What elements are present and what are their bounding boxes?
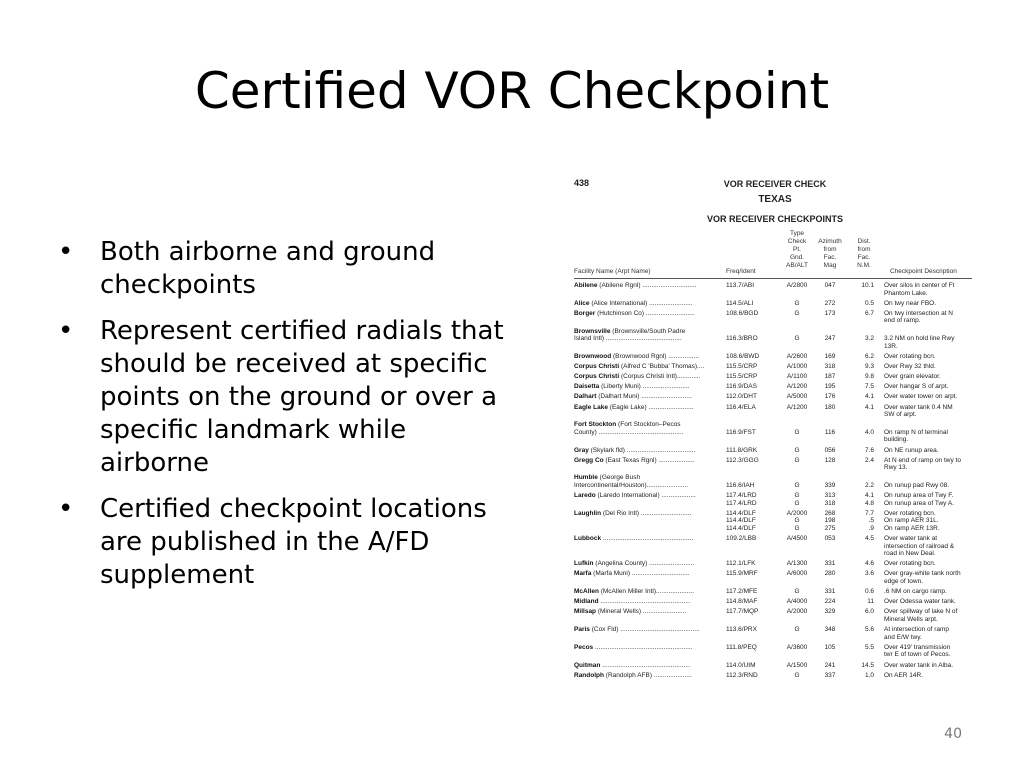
desc-cell: At N end of ramp on twy to (884, 456, 961, 464)
desc-cell: Over Odessa water tank. (884, 598, 956, 606)
desc-cell: 3.2 NM on hold line Rwy (884, 335, 955, 343)
azimuth-cell: 180 (824, 403, 836, 411)
azimuth-cell: 195 (824, 383, 836, 391)
desc-cell: On ramp AER 31L. (884, 517, 939, 525)
table-row (566, 482, 984, 490)
airport-name: .................................................. (601, 535, 694, 542)
airport-name: (Hutchinson Co) ........................... (595, 309, 695, 317)
facility-name: Daisetta (574, 383, 600, 391)
freq-cell: 114.4/DLF (726, 517, 756, 525)
type-cell: A/2000 (786, 509, 808, 517)
dist-cell: 6.2 (864, 352, 874, 360)
facility-name: Pecos (574, 643, 594, 651)
freq-cell: 108.6/BGD (726, 309, 759, 317)
type-cell: A/1200 (786, 383, 808, 391)
airport-name: (George Bush (597, 474, 641, 482)
airport-name: (Cox Fld) ............................................ (589, 626, 700, 634)
table-row (566, 411, 984, 419)
azimuth-cell: 272 (824, 299, 836, 307)
freq-cell: 117.7/MQP (726, 608, 759, 616)
airport-name: (Angelina County) ......................... (593, 560, 695, 568)
azimuth-cell: 247 (824, 335, 836, 343)
desc-cell: SW of arpt. (884, 411, 917, 419)
facility-cell (574, 393, 722, 401)
col-header-type: Type Check Pt. Gnd. AB/ALT (786, 230, 808, 269)
doc-state: TEXAS (758, 194, 792, 205)
col-header-desc: Checkpoint Description (890, 268, 957, 275)
freq-cell: 115.9/MRF (726, 570, 758, 578)
facility-cell (574, 383, 722, 391)
facility-name: Abilene (574, 282, 598, 289)
freq-cell: 113.7/ABI (726, 282, 755, 289)
azimuth-cell: 329 (824, 608, 836, 616)
dist-cell: 7.5 (864, 383, 874, 391)
facility-name: Brownwood (574, 352, 612, 360)
table-row (566, 662, 984, 670)
desc-cell: Over water tank 0.4 NM (884, 403, 953, 411)
dist-cell: 6.7 (864, 309, 874, 317)
desc-cell: On NE runup area. (884, 446, 939, 454)
dist-cell: 4.5 (864, 535, 874, 542)
table-row (566, 290, 984, 298)
table-row (566, 373, 984, 381)
type-cell: G (794, 309, 800, 317)
dist-cell: 5.6 (864, 626, 874, 634)
freq-cell: 112.3/RND (726, 671, 758, 679)
desc-cell: edge of town. (884, 577, 924, 585)
desc-cell: At intersection of ramp (884, 626, 950, 634)
azimuth-cell: 331 (824, 560, 836, 568)
dist-cell: 4.1 (864, 492, 874, 500)
dist-cell: 9.3 (864, 362, 874, 370)
azimuth-cell: 198 (824, 517, 836, 525)
desc-cell: Over water tank in Alba. (884, 661, 954, 669)
type-cell: A/2600 (786, 352, 808, 360)
dist-cell: 2.4 (864, 456, 874, 464)
table-row (566, 393, 984, 401)
dist-cell: 2.2 (864, 481, 874, 489)
type-cell: A/1300 (786, 560, 808, 568)
desc-cell: Over hangar S of arpt. (884, 383, 949, 391)
desc-cell: intersection of railroad & (884, 542, 955, 550)
facility-name: Lufkin (574, 560, 594, 568)
azimuth-cell: 056 (824, 446, 836, 454)
facility-name: Laredo (574, 492, 596, 500)
bullet-dot-icon: • (58, 237, 74, 267)
airport-name: (McAllen Miller Intl)..................... (598, 588, 694, 596)
table-row (566, 550, 984, 558)
table-row (566, 383, 984, 391)
freq-cell: 112.3/GGG (726, 456, 759, 464)
facility-name: Humble (574, 474, 598, 482)
desc-cell: Rwy 13. (884, 464, 908, 472)
desc-cell: road in New Deal. (884, 550, 936, 558)
type-cell: G (794, 492, 800, 500)
dist-cell: 0.5 (864, 299, 874, 307)
airport-name: (Brownwood Rgnl) ................. (611, 352, 699, 360)
type-cell: G (794, 626, 800, 634)
freq-cell: 116.4/ELA (726, 403, 756, 411)
freq-cell: 109.2/LBB (726, 535, 757, 542)
airport-name: Island Intl) .......................................... (574, 335, 682, 343)
azimuth-cell: 116 (824, 428, 836, 436)
table-row (566, 500, 984, 508)
col-header-freq: Freq/Ident (726, 268, 756, 275)
facility-name: Gregg Co (574, 456, 604, 464)
dist-cell: 10.1 (861, 282, 874, 289)
facility-name: Lubbock (574, 535, 602, 542)
type-cell: G (794, 428, 800, 436)
desc-cell: Over Rwy 32 thld. (884, 362, 936, 370)
facility-name: Laughlin (574, 509, 602, 517)
dist-cell: 11 (867, 598, 874, 606)
facility-name: Brownsville (574, 327, 611, 335)
table-row (566, 588, 984, 596)
table-row (566, 598, 984, 606)
facility-cell (574, 482, 722, 490)
freq-cell: 114.5/ALI (726, 299, 754, 307)
dist-cell: 5.5 (864, 643, 874, 651)
dist-cell: 3.6 (864, 570, 874, 578)
desc-cell: Over silos in center of Ft (884, 282, 955, 289)
azimuth-cell: 176 (824, 393, 836, 401)
dist-cell: 6.0 (864, 608, 874, 616)
freq-cell: 114.0/UIM (726, 661, 756, 669)
bullet-item: • Certified checkpoint locations are published in the A/FD supplement (58, 494, 487, 590)
doc-header: VOR RECEIVER CHECK (723, 179, 827, 189)
airport-name: (Alice International) ........................ (589, 299, 693, 307)
freq-cell: 112.1/LFK (726, 560, 756, 568)
desc-cell: On runup pad Rwy 08. (884, 481, 950, 489)
dist-cell: 9.8 (864, 373, 874, 381)
table-row (566, 436, 984, 444)
type-cell: A/1200 (786, 403, 808, 411)
dist-cell: .5 (868, 517, 874, 525)
airport-name: ................................................. (600, 661, 691, 669)
facility-cell (574, 373, 722, 381)
airport-name: (Laredo International) ................... (595, 492, 696, 500)
col-header-azimuth: Azimuth from Fac. Mag (818, 238, 842, 269)
slide-title: Certified VOR Checkpoint (194, 62, 830, 120)
table-row (566, 353, 984, 361)
table-row (566, 672, 984, 680)
desc-cell: Over grain elevator. (884, 373, 941, 381)
facility-name: Quitman (574, 661, 601, 669)
freq-cell: 116.9/DAS (726, 383, 757, 391)
azimuth-cell: 105 (824, 643, 836, 651)
type-cell: A/4500 (786, 535, 808, 542)
airport-name: (Liberty Muni) .......................... (599, 383, 690, 391)
desc-cell: On AER 14R. (884, 671, 924, 679)
airport-name: (East Texas Rgnl) .................... (603, 456, 695, 464)
table-row (566, 651, 984, 659)
airport-name: (Skylark fld) ...................................... (588, 446, 696, 454)
type-cell: G (794, 588, 800, 596)
desc-cell: On runup area of Twy A. (884, 499, 954, 507)
facility-name: Corpus Christi (574, 373, 620, 381)
table-row (566, 616, 984, 624)
desc-cell: .6 NM on cargo ramp. (884, 588, 947, 596)
airport-name: (Fort Stockton–Pecos (616, 421, 681, 429)
facility-name: Randolph (574, 671, 604, 679)
facility-cell (574, 598, 722, 606)
azimuth-cell: 053 (824, 535, 836, 542)
azimuth-cell: 268 (824, 509, 836, 517)
type-cell: G (794, 517, 800, 525)
facility-name: Midland (574, 598, 599, 606)
azimuth-cell: 275 (824, 524, 836, 532)
table-row (566, 300, 984, 308)
desc-cell: Phantom Lake. (884, 289, 928, 297)
type-cell: A/1500 (786, 661, 808, 669)
facility-name: Eagle Lake (574, 403, 608, 411)
col-header-dist: Dist. from Fac. N.M. (857, 238, 871, 269)
facility-name: Marfa (574, 570, 592, 578)
facility-cell (574, 662, 722, 670)
table-row (566, 317, 984, 325)
azimuth-cell: 128 (824, 456, 836, 464)
table-row (566, 634, 984, 642)
airport-name: (Corpus Christi Intl)............. (619, 373, 701, 381)
dist-cell: 4.1 (864, 393, 874, 401)
freq-cell: 108.6/BWD (726, 352, 760, 360)
facility-name: Gray (574, 446, 589, 454)
airport-name: (Alfred C 'Bubba' Thomas).... (619, 362, 705, 370)
freq-cell: 111.8/PEQ (726, 643, 757, 651)
dist-cell: 0.6 (864, 588, 874, 596)
type-cell: G (794, 671, 800, 679)
freq-cell: 114.4/DLF (726, 524, 756, 532)
type-cell: G (794, 446, 800, 454)
azimuth-cell: 313 (824, 492, 836, 500)
azimuth-cell: 318 (824, 499, 836, 507)
desc-cell: Over spillway of lake N of (884, 608, 958, 616)
freq-cell: 114.4/DLF (726, 509, 756, 517)
facility-cell (574, 363, 722, 371)
table-row (566, 578, 984, 586)
dist-cell: 4.8 (864, 499, 874, 507)
desc-cell: On twy near FBO. (884, 299, 937, 307)
desc-cell: building. (884, 436, 909, 444)
dist-cell: .9 (868, 524, 874, 532)
desc-cell: 13R. (884, 342, 898, 350)
doc-section-title: VOR RECEIVER CHECKPOINTS (706, 214, 844, 224)
freq-cell: 117.4/LRD (726, 492, 757, 500)
airport-name: (Brownsville/South Padre (610, 327, 686, 335)
facility-name: Millsap (574, 608, 597, 616)
airport-name: ...................................................... (593, 643, 693, 651)
desc-cell: Mineral Wells arpt. (884, 615, 938, 623)
freq-cell: 116.9/FST (726, 428, 756, 436)
type-cell: A/2000 (786, 608, 808, 616)
freq-cell: 116.3/BRO (726, 335, 758, 343)
desc-cell: Over rotating bcn. (884, 560, 936, 568)
airport-name: Intercontinental/Houston)....................... (574, 481, 689, 489)
bullet-dot-icon: • (58, 494, 74, 524)
desc-cell: Over water tank at (884, 535, 938, 542)
bullet-item: • Both airborne and ground checkpoints (58, 237, 436, 300)
header-divider (574, 278, 972, 279)
table-row (566, 343, 984, 351)
airport-name: County) ............................................... (574, 428, 684, 436)
airport-name: (Mineral Wells) ........................ (596, 608, 687, 616)
facility-cell (574, 447, 722, 455)
desc-cell: On ramp AER 13R. (884, 524, 940, 532)
azimuth-cell: 337 (824, 671, 836, 679)
facility-cell (574, 588, 722, 596)
azimuth-cell: 187 (824, 373, 836, 381)
azimuth-cell: 280 (824, 570, 836, 578)
facility-cell (574, 672, 722, 680)
azimuth-cell: 241 (824, 661, 836, 669)
type-cell: A/6000 (786, 570, 808, 578)
desc-cell: On ramp N of terminal (884, 428, 948, 436)
freq-cell: 113.6/PRX (726, 626, 757, 634)
azimuth-cell: 339 (824, 481, 836, 489)
table-row (566, 363, 984, 371)
dist-cell: 7.7 (864, 509, 874, 517)
bullet-item: • Represent certified radials that should be received at specific points on the ground or over a specific landmark while airborne (58, 316, 504, 478)
azimuth-cell: 169 (824, 352, 836, 360)
azimuth-cell: 331 (824, 588, 836, 596)
type-cell: A/4000 (786, 598, 808, 606)
freq-cell: 117.4/LRD (726, 499, 757, 507)
airport-name: (Dalhart Muni) ............................ (596, 393, 692, 401)
col-header-facility: Facility Name (Arpt Name) (574, 268, 651, 275)
type-cell: A/5000 (786, 393, 808, 401)
table-row (566, 560, 984, 568)
facility-cell (574, 560, 722, 568)
airport-name: .................................................. (598, 598, 691, 606)
facility-name: McAllen (574, 588, 599, 596)
type-cell: G (794, 499, 800, 507)
airport-name: (Del Rio Intl) ............................ (601, 509, 692, 517)
dist-cell: 4.1 (864, 403, 874, 411)
doc-page-number: 438 (574, 178, 590, 188)
desc-cell: Over water tower on arpt. (884, 393, 958, 401)
facility-name: Alice (574, 299, 590, 307)
freq-cell: 114.8/MAF (726, 598, 758, 606)
azimuth-cell: 224 (824, 598, 836, 606)
desc-cell: end of ramp. (884, 317, 921, 325)
dist-cell: 7.6 (864, 446, 874, 454)
type-cell: A/2800 (786, 282, 808, 289)
desc-cell: Over rotating bcn. (884, 509, 936, 517)
type-cell: A/3600 (786, 643, 808, 651)
type-cell: G (794, 481, 800, 489)
type-cell: G (794, 524, 800, 532)
airport-name: (Abilene Rgnl) .............................. (597, 282, 697, 289)
desc-cell: Over 419' transmission (884, 643, 951, 651)
desc-cell: On twy intersection at N (884, 309, 953, 317)
desc-cell: Over gray-white tank north (884, 570, 961, 578)
airport-name: (Randolph AFB) ..................... (603, 671, 692, 679)
type-cell: G (794, 456, 800, 464)
desc-cell: and E/W twy. (884, 633, 922, 641)
desc-cell: Over rotating bcn. (884, 352, 936, 360)
desc-cell: twr E of town of Pecos. (884, 651, 951, 659)
dist-cell: 4.0 (864, 428, 874, 436)
type-cell: G (794, 299, 800, 307)
facility-name: Dalhart (574, 393, 597, 401)
freq-cell: 111.8/GRK (726, 446, 758, 454)
dist-cell: 14.5 (861, 661, 874, 669)
azimuth-cell: 348 (824, 626, 836, 634)
azimuth-cell: 318 (824, 362, 836, 370)
airport-name: (Marfa Muni) ................................ (591, 570, 690, 578)
facility-cell (574, 300, 722, 308)
facility-name: Fort Stockton (574, 421, 617, 429)
azimuth-cell: 047 (824, 282, 836, 289)
facility-name: Paris (574, 626, 590, 634)
freq-cell: 115.5/CRP (726, 362, 758, 370)
facility-name: Corpus Christi (574, 362, 620, 370)
freq-cell: 112.0/DHT (726, 393, 757, 401)
type-cell: A/1100 (786, 373, 808, 381)
dist-cell: 1.0 (864, 671, 874, 679)
bullet-dot-icon: • (58, 316, 74, 346)
facility-name: Borger (574, 309, 596, 317)
dist-cell: 4.6 (864, 560, 874, 568)
table-row (566, 464, 984, 472)
table-row (566, 447, 984, 455)
airport-name: (Eagle Lake) ......................... (607, 403, 694, 411)
freq-cell: 116.6/IAH (726, 481, 755, 489)
type-cell: G (794, 335, 800, 343)
table-row (566, 525, 984, 533)
freq-cell: 117.2/MFE (726, 588, 758, 596)
type-cell: A/1000 (786, 362, 808, 370)
desc-cell: On runup area of Twy F. (884, 492, 954, 500)
facility-cell (574, 353, 722, 361)
freq-cell: 115.5/CRP (726, 373, 758, 381)
dist-cell: 3.2 (864, 335, 874, 343)
slide-number: 40 (944, 726, 962, 742)
bullet-list (58, 236, 518, 605)
vor-checkpoint-document (566, 172, 984, 682)
azimuth-cell: 173 (824, 309, 836, 317)
